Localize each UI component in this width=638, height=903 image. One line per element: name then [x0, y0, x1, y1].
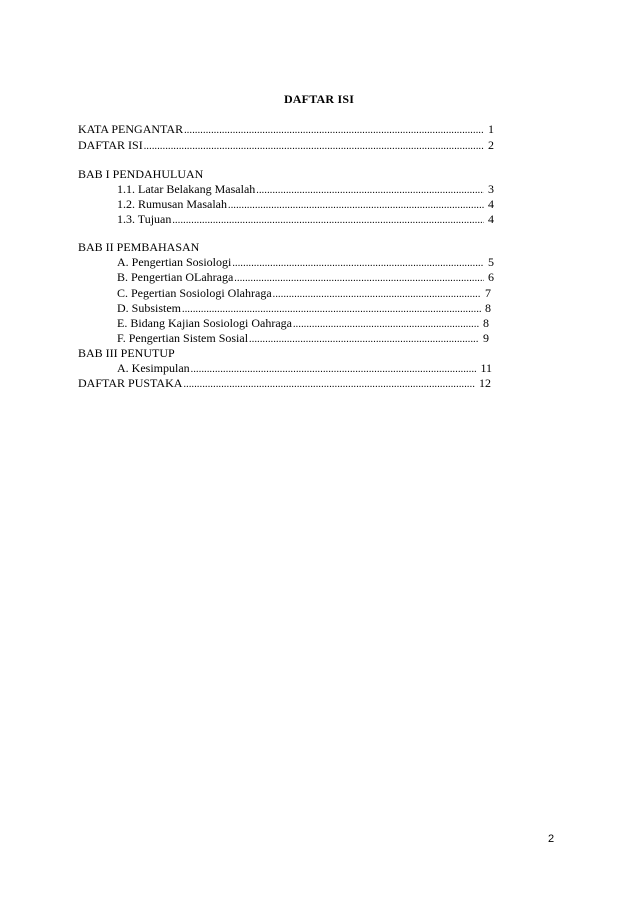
toc-entry-label: E. Bidang Kajian Sosiologi Oahraga: [117, 316, 292, 330]
toc-entry-pengertian-olahraga: [117, 269, 494, 285]
toc-entry-label: KATA PENGANTAR: [78, 122, 184, 136]
toc-entry-label: BAB II PEMBAHASAN: [78, 240, 200, 254]
toc-entry-pegertian-sosiologi-olahraga: [117, 285, 491, 301]
toc-dot-leader: [183, 377, 475, 393]
toc-entry-label: 1.2. Rumusan Masalah: [117, 197, 227, 211]
toc-entry-daftar-isi: [78, 137, 494, 153]
toc-entry-page: 8: [483, 316, 489, 330]
toc-entry-label: 1.1. Latar Belakang Masalah: [117, 182, 256, 196]
toc-entry-page: 4: [488, 197, 494, 211]
toc-entry-label: D. Subsistem: [117, 301, 182, 315]
toc-entry-page: 3: [488, 182, 494, 196]
toc-entry-page: 8: [485, 301, 491, 315]
toc-entry-subsistem: [117, 300, 491, 316]
toc-entry-page: 5: [488, 255, 494, 269]
toc-entry-page: 2: [488, 138, 494, 152]
toc-title: DAFTAR ISI: [283, 92, 355, 106]
toc-entry-label: 1.3. Tujuan: [117, 212, 172, 226]
toc-entry-page: 6: [488, 270, 494, 284]
toc-entry-page: 11: [480, 361, 492, 375]
page-number: 2: [548, 833, 555, 845]
toc-entry-page: 4: [488, 212, 494, 226]
toc-entry-label: A. Pengertian Sosiologi: [117, 255, 232, 269]
toc-entry-page: 12: [479, 376, 491, 390]
toc-chapter-heading: [78, 166, 378, 182]
toc-entry-kesimpulan: [117, 360, 492, 376]
toc-entry-bidang-kajian: [117, 315, 489, 331]
toc-entry-page: 7: [485, 286, 491, 300]
toc-entry-page: 1: [488, 122, 494, 136]
toc-entry-label: F. Pengertian Sistem Sosial: [117, 331, 249, 345]
toc-entry-rumusan-masalah: [117, 196, 494, 212]
toc-entry-page: 9: [483, 331, 489, 345]
toc-dot-leader: [172, 213, 484, 229]
toc-entry-label: DAFTAR PUSTAKA: [78, 376, 183, 390]
toc-dot-leader: [144, 139, 484, 155]
toc-entry-tujuan: [117, 211, 494, 227]
toc-entry-label: DAFTAR ISI: [78, 138, 143, 152]
toc-entry-latar-belakang: [117, 181, 494, 197]
toc-entry-pengertian-sosiologi: [117, 254, 494, 270]
toc-entry-label: BAB III PENUTUP: [78, 346, 175, 360]
toc-entry-label: B. Pengertian OLahraga: [117, 270, 234, 284]
toc-entry-label: A. Kesimpulan: [117, 361, 190, 375]
toc-entry-sistem-sosial: [117, 330, 489, 346]
toc-chapter-heading: [78, 345, 378, 361]
toc-entry-label: C. Pegertian Sosiologi Olahraga: [117, 286, 272, 300]
toc-entry-daftar-pustaka: [78, 375, 491, 391]
toc-entry-label: BAB I PENDAHULUAN: [78, 167, 204, 181]
toc-chapter-heading: [78, 239, 378, 255]
toc-entry-kata-pengantar: [78, 121, 494, 137]
